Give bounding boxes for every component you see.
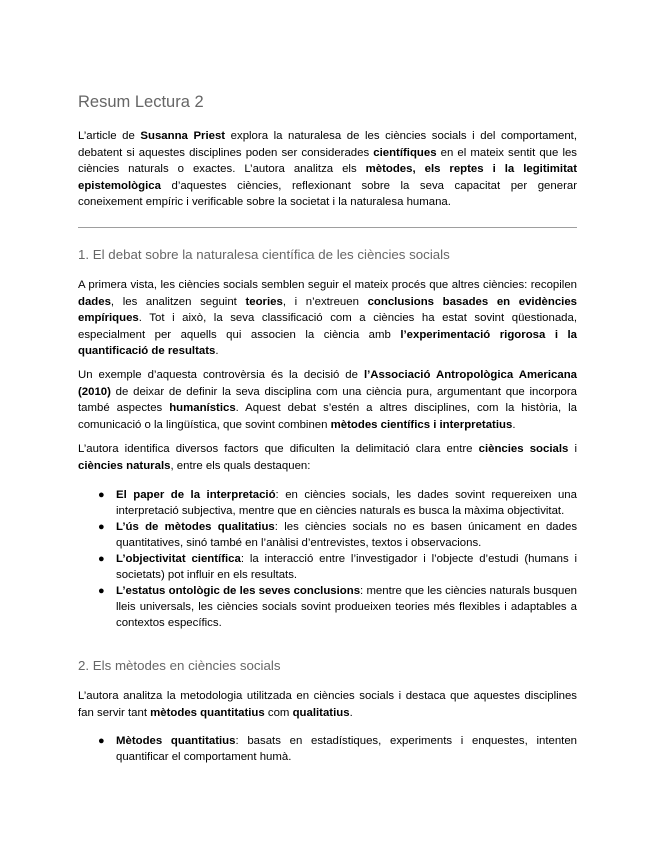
bullet-icon: ● [98,585,105,597]
bold-text: mètodes quantitatius [150,706,265,719]
bullet-item [78,733,577,765]
bold-text: científiques [373,146,437,159]
bold-text: El paper de la interpretació [116,489,276,501]
text-run: , entre els quals destaquen: [170,459,311,472]
text-run: en el mateix sentit que les ciències naturals o exactes. L’autora analitza els [78,146,578,175]
bold-text: dades [78,295,111,308]
section-1-heading: 1. El debat sobre la naturalesa científica de les ciències socials [78,247,450,262]
text-run: . Aquest debat s’estén a altres disciplines, com la història, la comunicació o la lingüística, que sovint combinen [78,402,578,431]
bullet-item [78,487,577,519]
bold-text: L’estatus ontològic de les seves conclusions [116,585,361,597]
text-run: d’aquestes ciències, reflexionant sobre la seva capacitat per generar coneixement empíric i verificable sobre la societat i la naturalesa humana. [78,179,577,208]
text-run: de deixar de definir la seva disciplina com una ciència pura, argumentant que incorpora també aspectes [78,385,577,414]
text-run: . [512,418,516,431]
bold-text: L’objectivitat científica [116,553,241,565]
text-run: : en ciències socials, les dades sovint requereixen una interpretació subjectiva, mentre que en ciències naturals es busca la màxima objectivitat. [116,489,577,517]
text-run: L’article de [78,130,141,142]
bullet-icon: ● [98,489,105,501]
section-2-bullet-list [78,733,577,765]
bullet-icon: ● [98,553,105,565]
section-1-paragraph-3 [78,441,577,474]
text-run: : basats en estadístiques, experiments i enquestes, intenten quantificar el comportament humà. [116,735,577,763]
text-run: i [568,443,577,455]
text-run: A primera vista, les ciències socials semblen seguir el mateix procés que altres ciències: recopilen [78,279,577,291]
bold-text: ciències socials [478,443,569,455]
section-1-bullet-list [78,487,577,631]
text-run: L’autora analitza la metodologia utilitzada en ciències socials i destaca que aquestes disciplines fan servir tant [78,690,577,719]
bold-text: humanístics [169,402,236,414]
bold-text: conclusions basades en evidències empíriques [78,295,578,324]
text-run: L’autora identifica diversos factors que dificulten la delimitació clara entre [78,443,479,455]
text-run: . Tot i això, la seva classificació com a ciències ha estat sovint qüestionada, especialment per aquells qui associen la ciència amb [78,312,577,341]
text-run: : la interacció entre l’investigador i l’objecte d’estudi (humans i societats) pot influir en els resultats. [116,553,577,581]
bold-text: mètodes, els reptes i la legitimitat epistemològica [78,163,577,192]
document-title: Resum Lectura 2 [78,93,204,111]
section-2-heading: 2. Els mètodes en ciències socials [78,658,281,673]
bold-text: l’Associació Antropològica Americana (2010) [78,369,577,398]
bold-text: qualitatius [292,706,350,719]
text-run: . [215,345,219,357]
bullet-item [78,551,577,583]
horizontal-divider [78,227,577,228]
text-run: explora la naturalesa de les ciències socials i del comportament, debatent si aquestes disciplines poden ser considerades [78,130,577,159]
bullet-icon: ● [98,521,105,533]
text-run: com [264,706,293,719]
text-run: , les analitzen seguint [110,295,246,308]
section-1-paragraph-1 [78,277,577,360]
bold-text: L’ús de mètodes qualitatius [116,521,275,533]
bold-text: Susanna Priest [140,130,226,142]
text-run: Un exemple d’aquesta controvèrsia és la decisió de [78,369,364,381]
bullet-icon: ● [98,735,105,747]
bullet-item [78,519,577,551]
section-2-paragraph-1 [78,688,577,721]
bold-text: Mètodes quantitatius [116,735,236,747]
bold-text: ciències naturals [78,459,171,472]
intro-paragraph [78,128,577,211]
text-run: : mentre que les ciències naturals busquen lleis universals, les ciències socials sovint produeixen teories més flexibles i adaptables a contextos específics. [116,585,577,629]
text-run: : les ciències socials no es basen únicament en dades quantitatives, sinó també en l’anàlisi d’entrevistes, textos i observacions. [116,521,578,549]
bold-text: teories [245,295,283,308]
section-1-paragraph-2 [78,367,577,433]
text-run: . [349,706,353,719]
bold-text: mètodes científics i interpretatius [330,418,513,431]
bullet-item [78,583,577,631]
text-run: , i n’extreuen [282,295,368,308]
bold-text: l’experimentació rigorosa i la quantificació de resultats [78,328,577,357]
